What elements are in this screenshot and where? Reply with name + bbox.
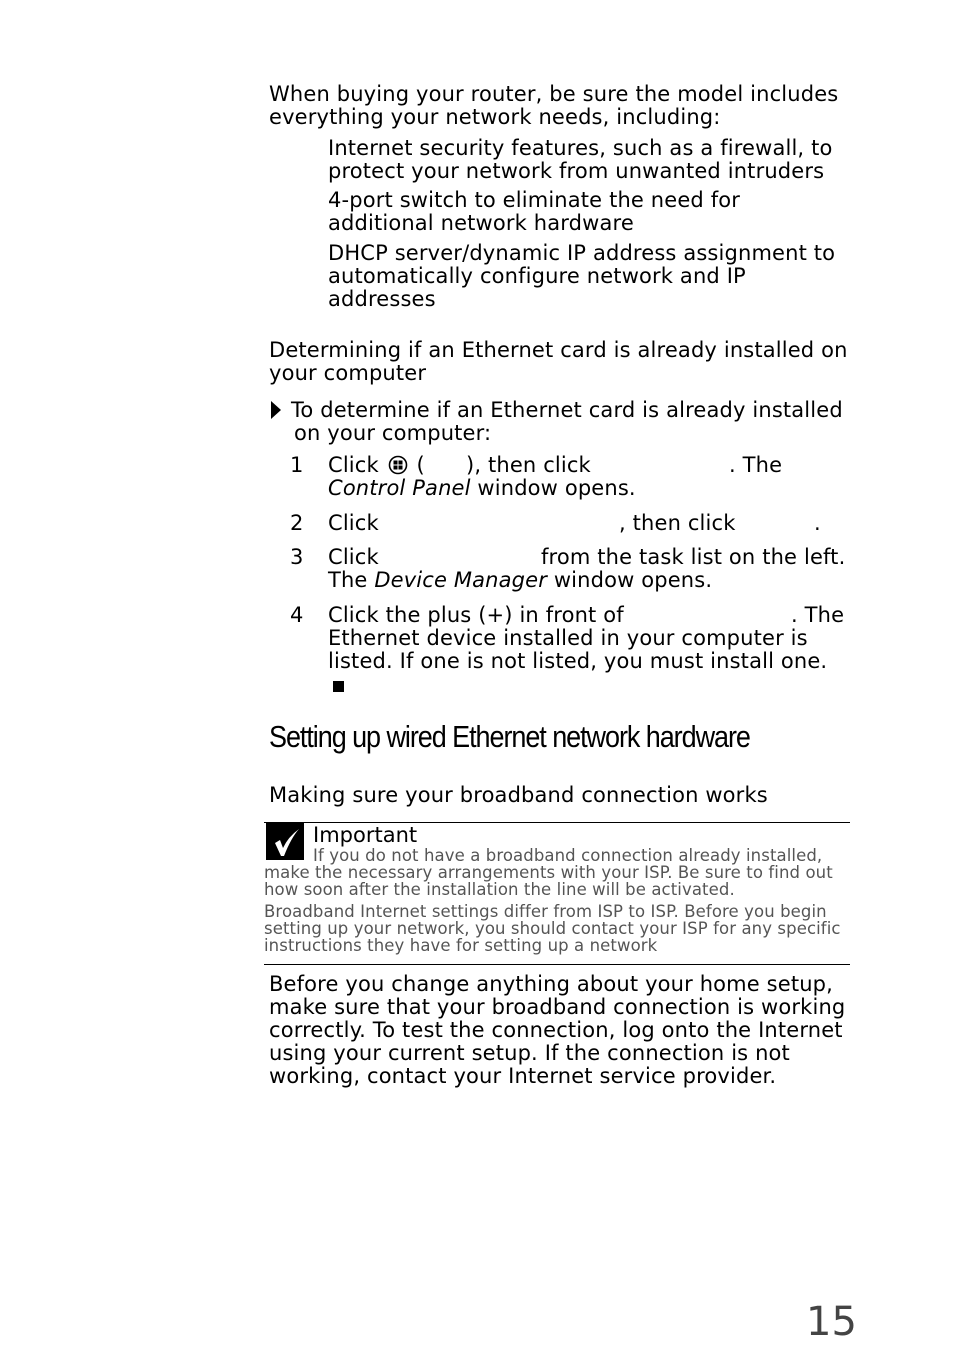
bullet-line: DHCP server/dynamic IP address assignment to bbox=[328, 241, 836, 265]
bullet-item-switch bbox=[328, 189, 858, 235]
step-text: ( bbox=[416, 453, 425, 477]
important-note-2 bbox=[264, 903, 854, 954]
intro-line: When buying your router, be sure the model includes bbox=[269, 82, 839, 106]
note-line: Broadband Internet settings differ from ISP to ISP. Before you begin bbox=[264, 902, 827, 921]
window-name: Device Manager bbox=[374, 568, 547, 592]
windows-start-icon bbox=[388, 455, 408, 475]
subheading-ethernet-card bbox=[269, 339, 859, 385]
step-number: 3 bbox=[290, 545, 304, 569]
closing-line: make sure that your broadband connection is working bbox=[269, 995, 846, 1019]
closing-paragraph bbox=[269, 973, 859, 1088]
step-text: window opens. bbox=[477, 476, 636, 500]
note-line: setting up your network, you should contact your ISP for any specific bbox=[264, 919, 841, 938]
section-heading: Setting up wired Ethernet network hardware bbox=[269, 719, 750, 754]
note-line: make the necessary arrangements with your ISP. Be sure to find out bbox=[264, 863, 833, 882]
subheading-line: Determining if an Ethernet card is already installed on bbox=[269, 338, 848, 362]
step-text: Click the plus (+) in front of bbox=[328, 603, 624, 627]
bullet-line: addresses bbox=[328, 287, 436, 311]
note-line: instructions they have for setting up a network bbox=[264, 936, 658, 955]
step-text: Click bbox=[328, 453, 379, 477]
subheading-line: your computer bbox=[269, 361, 427, 385]
end-of-procedure-icon bbox=[333, 681, 344, 692]
closing-line: Before you change anything about your home setup, bbox=[269, 972, 833, 996]
note-bottom-rule bbox=[264, 964, 850, 965]
note-line: If you do not have a broadband connection already installed, bbox=[313, 846, 823, 865]
bullet-line: protect your network from unwanted intruders bbox=[328, 159, 825, 183]
important-title: Important bbox=[313, 823, 418, 847]
step-4 bbox=[328, 604, 858, 673]
step-3 bbox=[328, 546, 858, 592]
procedure-line: To determine if an Ethernet card is already installed bbox=[291, 398, 843, 422]
procedure-heading bbox=[271, 399, 861, 445]
step-text: The bbox=[328, 568, 368, 592]
step-1 bbox=[328, 454, 858, 500]
step-number: 2 bbox=[290, 511, 304, 535]
closing-line: correctly. To test the connection, log onto the Internet bbox=[269, 1018, 843, 1042]
bullet-item-dhcp bbox=[328, 242, 858, 311]
bullet-item-security bbox=[328, 137, 858, 183]
page-number: 15 bbox=[806, 1299, 857, 1345]
window-name: Control Panel bbox=[328, 476, 471, 500]
bullet-line: additional network hardware bbox=[328, 211, 634, 235]
step-text: Click bbox=[328, 511, 379, 535]
intro-paragraph bbox=[269, 83, 859, 129]
step-text: . bbox=[814, 511, 821, 535]
bullet-line: automatically configure network and IP bbox=[328, 264, 746, 288]
procedure-line: on your computer: bbox=[294, 421, 492, 445]
step-2 bbox=[328, 512, 858, 535]
note-line: how soon after the installation the line will be activated. bbox=[264, 880, 735, 899]
closing-line: working, contact your Internet service provider. bbox=[269, 1064, 777, 1088]
important-note-1 bbox=[264, 847, 854, 898]
step-text: listed. If one is not listed, you must install one. bbox=[328, 649, 828, 673]
step-text: . The bbox=[791, 603, 845, 627]
closing-line: using your current setup. If the connection is not bbox=[269, 1041, 790, 1065]
bullet-line: Internet security features, such as a firewall, to bbox=[328, 136, 833, 160]
bullet-line: 4-port switch to eliminate the need for bbox=[328, 188, 741, 212]
subheading-broadband: Making sure your broadband connection works bbox=[269, 783, 768, 807]
step-text: from the task list on the left. bbox=[541, 545, 846, 569]
procedure-arrow-icon bbox=[271, 401, 281, 419]
step-number: 4 bbox=[290, 603, 304, 627]
step-text: Ethernet device installed in your computer is bbox=[328, 626, 808, 650]
step-text: ), then click bbox=[466, 453, 591, 477]
step-text: Click bbox=[328, 545, 379, 569]
step-text: , then click bbox=[619, 511, 736, 535]
step-text: . The bbox=[729, 453, 783, 477]
step-number: 1 bbox=[290, 453, 304, 477]
intro-line: everything your network needs, including: bbox=[269, 105, 721, 129]
step-text: window opens. bbox=[553, 568, 713, 592]
